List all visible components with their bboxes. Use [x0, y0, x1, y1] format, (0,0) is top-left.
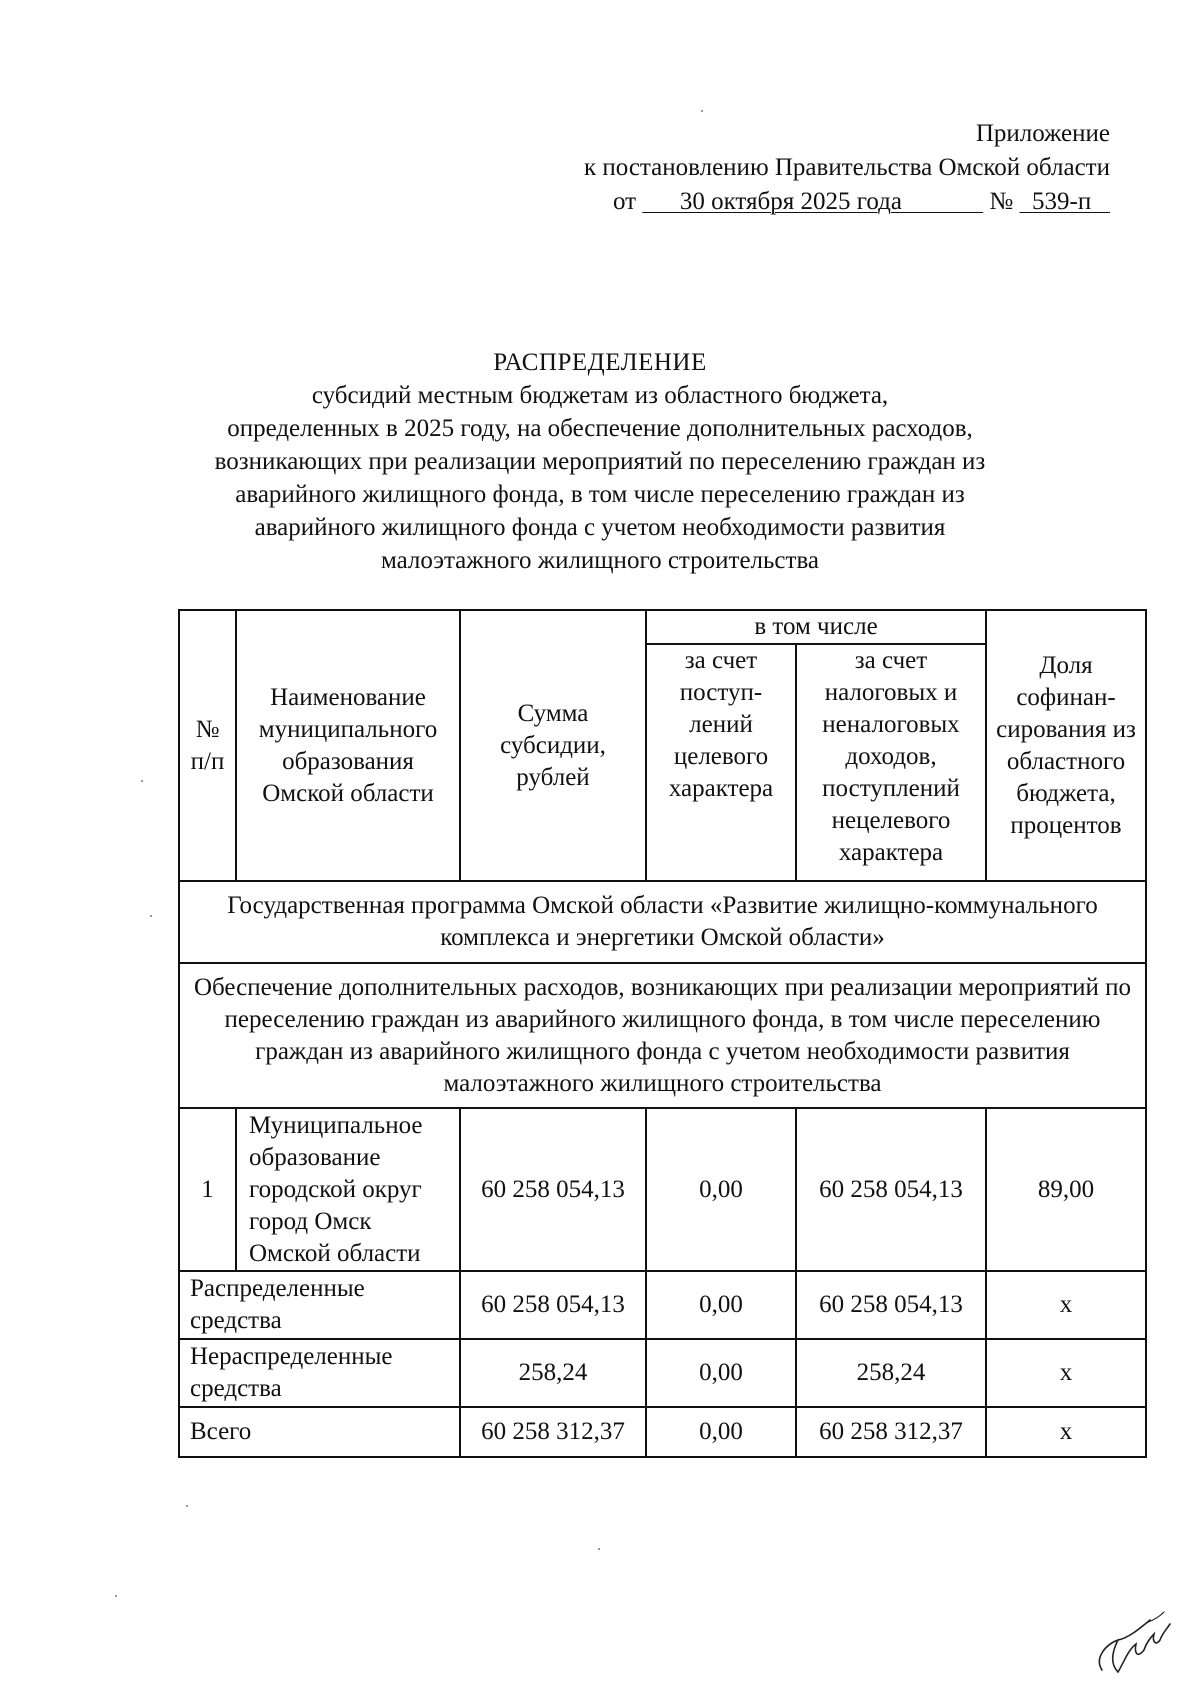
row1-share: 89,00	[986, 1108, 1146, 1271]
row1-name: Муниципальное образование городской округ город Омск Омской области	[236, 1108, 460, 1271]
header-num: № п/п	[179, 610, 236, 881]
row1-target: 0,00	[646, 1108, 796, 1271]
distribution-table	[178, 609, 1147, 1458]
distributed-sum: 60 258 054,13	[460, 1271, 646, 1339]
title-line: аварийного жилищного фонда с учетом необходимости развития	[254, 514, 946, 541]
undistributed-sum: 258,24	[460, 1339, 646, 1407]
handwritten-signature	[1088, 1600, 1178, 1680]
from-label: от	[612, 188, 637, 215]
header-sum: Сумма субсидии, рублей	[460, 610, 646, 881]
total-sum: 60 258 312,37	[460, 1407, 646, 1457]
appendix-date-line	[584, 185, 1110, 219]
program-row: Государственная программа Омской области «Развитие жилищно-коммунального комплекса и энергетики Омской области»	[179, 881, 1146, 963]
title-line: субсидий местным бюджетам из областного бюджета,	[311, 382, 889, 409]
row1-num: 1	[179, 1108, 236, 1271]
total-taxes: 60 258 312,37	[796, 1407, 986, 1457]
undistributed-taxes: 258,24	[796, 1339, 986, 1407]
row1-sum: 60 258 054,13	[460, 1108, 646, 1271]
title-line: определенных в 2025 году, на обеспечение дополнительных расходов,	[227, 415, 973, 442]
title-main: РАСПРЕДЕЛЕНИЕ	[493, 349, 707, 376]
header-taxes: за счет налоговых и неналоговых доходов, поступлений нецелевого характера	[796, 644, 986, 881]
scan-speck	[701, 110, 703, 112]
appendix-line2: к постановлению Правительства Омской области	[583, 154, 1110, 181]
resolution-date: 30 октября 2025 года	[679, 188, 902, 215]
undistributed-target: 0,00	[646, 1339, 796, 1407]
undistributed-label: Нераспределенные средства	[179, 1339, 460, 1407]
measure-row: Обеспечение дополнительных расходов, возникающих при реализации мероприятий по переселению граждан из аварийного жилищного фонда, в том числе переселению граждан из аварийного жилищного фонда с учетом необходимости развития малоэтажного жилищного строительства	[179, 963, 1146, 1108]
total-target: 0,00	[646, 1407, 796, 1457]
row1-taxes: 60 258 054,13	[796, 1108, 986, 1271]
title-line: возникающих при реализации мероприятий по переселению граждан из	[214, 448, 986, 475]
undistributed-share: x	[986, 1339, 1146, 1407]
total-label: Всего	[179, 1407, 460, 1457]
header-share: Доля софинан-сирования из областного бюджета, процентов	[986, 610, 1146, 881]
header-target: за счет поступ-лений целевого характера	[646, 644, 796, 881]
document-title	[140, 346, 1060, 577]
scan-speck	[598, 1548, 600, 1550]
distributed-label: Распределенные средства	[179, 1271, 460, 1339]
total-share: x	[986, 1407, 1146, 1457]
title-line: малоэтажного жилищного строительства	[380, 547, 820, 574]
scan-speck	[141, 780, 143, 782]
header-including: в том числе	[646, 610, 986, 644]
scan-speck	[186, 1505, 188, 1507]
distributed-share: x	[986, 1271, 1146, 1339]
distributed-taxes: 60 258 054,13	[796, 1271, 986, 1339]
appendix-header	[584, 117, 1110, 219]
number-label: №	[989, 188, 1014, 215]
header-name: Наименование муниципального образования Омской области	[236, 610, 460, 881]
appendix-line1: Приложение	[975, 120, 1110, 147]
scan-speck	[150, 915, 152, 917]
resolution-number: 539-п	[1032, 188, 1092, 215]
distributed-target: 0,00	[646, 1271, 796, 1339]
scan-speck	[115, 1595, 117, 1597]
title-line: аварийного жилищного фонда, в том числе переселению граждан из	[235, 481, 965, 508]
